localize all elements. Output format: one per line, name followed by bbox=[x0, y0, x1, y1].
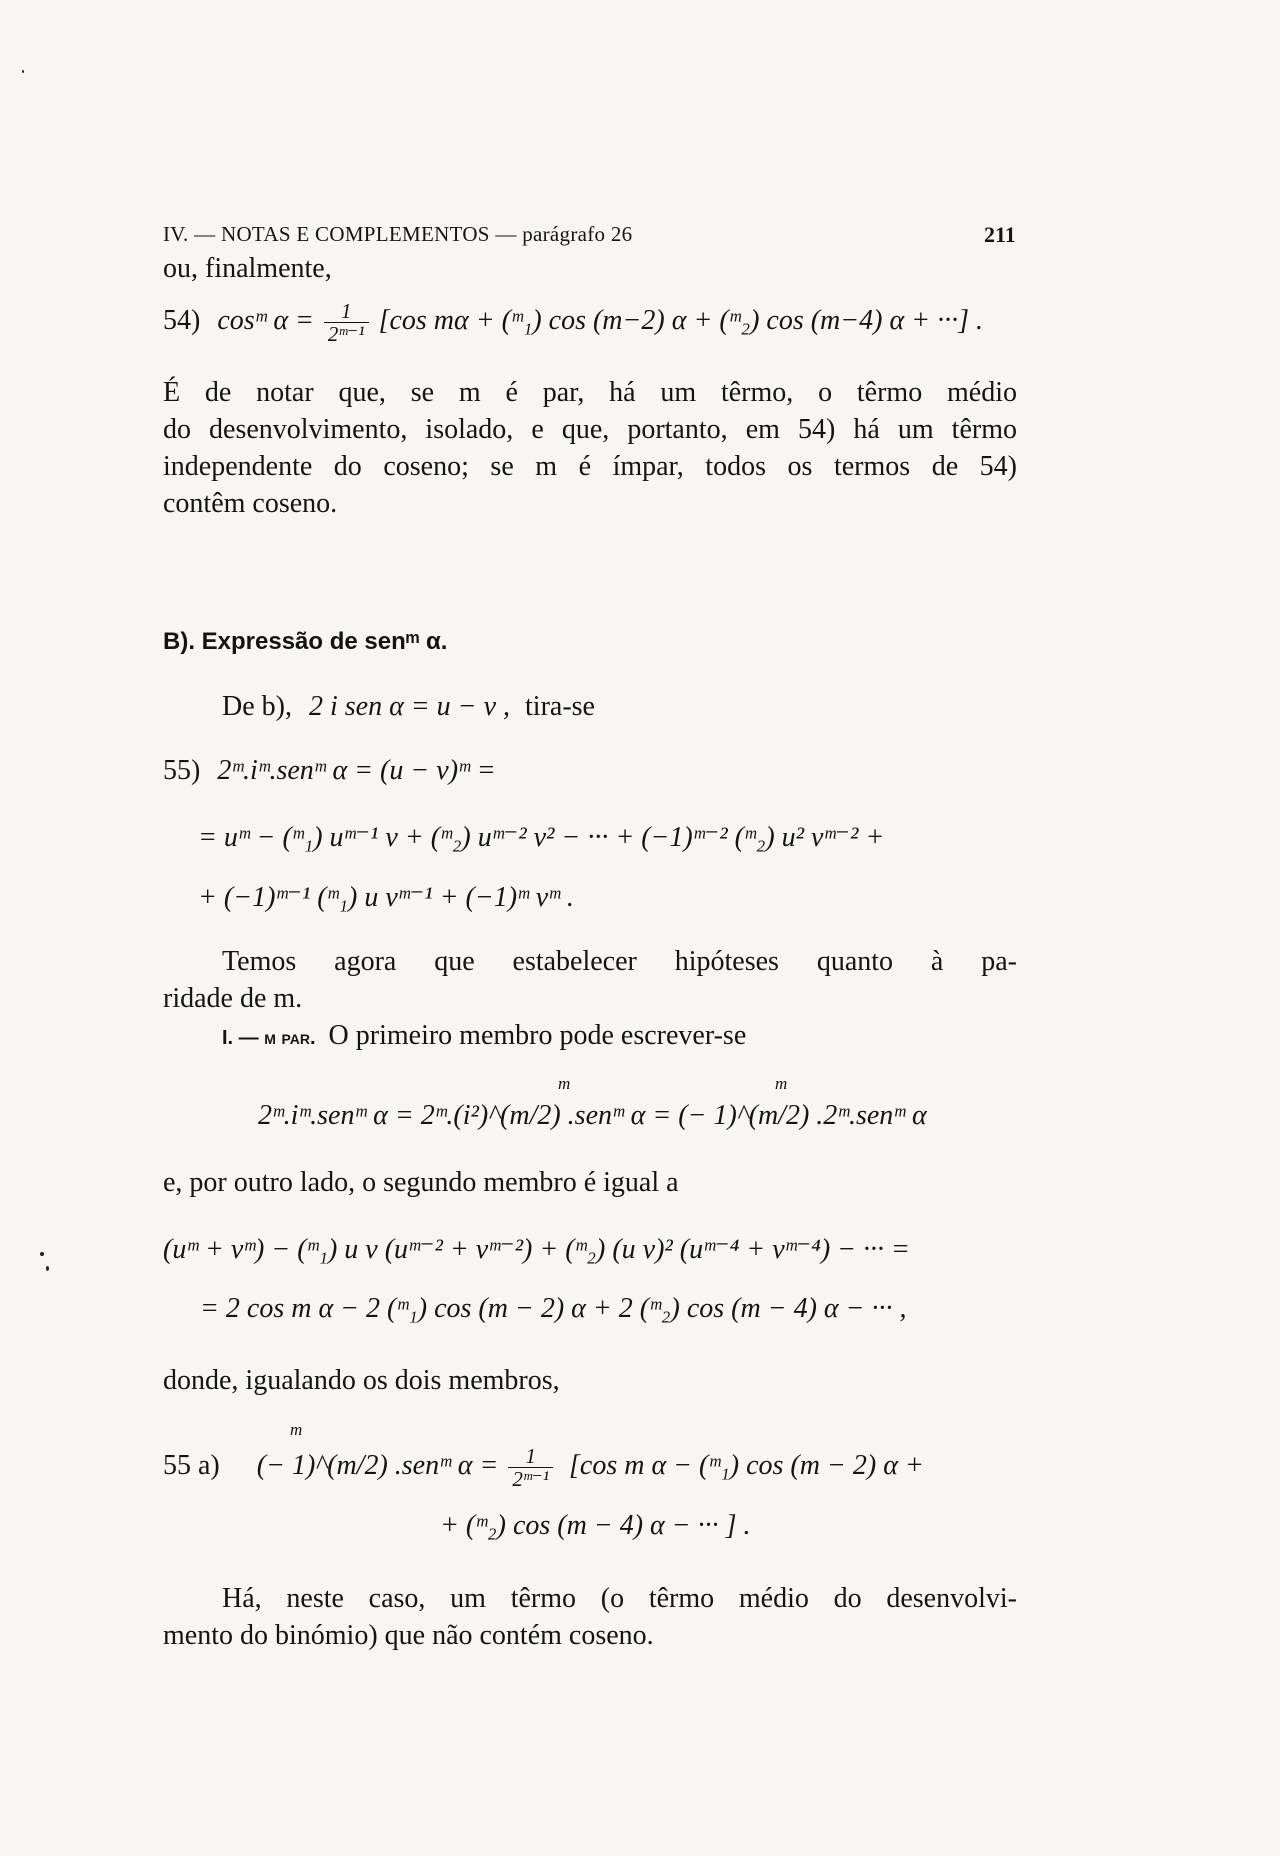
paragraph-line: do desenvolvimento, isolado, e que, portanto, em 54) há um têrmo bbox=[163, 414, 1017, 445]
scan-speck bbox=[46, 1266, 49, 1271]
paragraph-line: Há, neste caso, um têrmo (o têrmo médio do desenvolvi- bbox=[222, 1583, 1017, 1614]
paragraph-line: É de notar que, se m é par, há um têrmo, o têrmo médio bbox=[163, 377, 1017, 408]
derivation-formula: 2 i sen α = u − v , bbox=[308, 691, 511, 722]
equation-rhs-line2: = 2 cos m α − 2 (ᵐ₁) cos (m − 2) α + 2 (ᵐ₂) cos (m − 4) α − ··· , bbox=[200, 1293, 907, 1324]
paragraph-line: contêm coseno. bbox=[163, 488, 338, 519]
derivation-line bbox=[222, 688, 595, 725]
equation-55-line3: + (−1)ᵐ⁻¹ (ᵐ₁) u vᵐ⁻¹ + (−1)ᵐ vᵐ . bbox=[198, 882, 574, 913]
equation-case1: 2ᵐ.iᵐ.senᵐ α = 2ᵐ.(i²)^(m/2) .senᵐ α = (− 1)^(m/2) .2ᵐ.senᵐ α bbox=[258, 1100, 927, 1131]
scan-speck bbox=[40, 1252, 44, 1256]
equation-label: 54) bbox=[163, 304, 201, 336]
equation-lhs: cosᵐ α = bbox=[217, 304, 314, 336]
equation-label: 55 a) bbox=[163, 1449, 220, 1481]
paragraph-line: mento do binómio) que não contém coseno. bbox=[163, 1620, 654, 1651]
equation-rhs-line1: (uᵐ + vᵐ) − (ᵐ₁) u v (uᵐ⁻² + vᵐ⁻²) + (ᵐ₂) (u v)² (uᵐ⁻⁴ + vᵐ⁻⁴) − ··· = bbox=[163, 1234, 910, 1265]
equation-55-line2: = uᵐ − (ᵐ₁) uᵐ⁻¹ v + (ᵐ₂) uᵐ⁻² v² − ··· + (−1)ᵐ⁻² (ᵐ₂) u² vᵐ⁻² + bbox=[198, 822, 885, 853]
fraction-denominator: 2ᵐ⁻¹ bbox=[512, 1467, 550, 1491]
fraction-numerator: 1 bbox=[324, 300, 369, 323]
equation-lhs: (− 1)^(m/2) .senᵐ α = bbox=[256, 1449, 499, 1481]
scan-speck bbox=[22, 70, 24, 73]
equation-rhs: [cos mα + (ᵐ₁) cos (m−2) α + (ᵐ₂) cos (m−4) α + ···] . bbox=[378, 304, 983, 336]
equation-label: 55) bbox=[163, 755, 201, 786]
intro-text: ou, finalmente, bbox=[163, 253, 332, 284]
case-line bbox=[222, 1017, 746, 1057]
paragraph-line: donde, igualando os dois membros, bbox=[163, 1365, 560, 1396]
fraction bbox=[508, 1445, 553, 1490]
paragraph-line: independente do coseno; se m é ímpar, todos os termos de 54) bbox=[163, 451, 1017, 482]
fraction-numerator: 1 bbox=[508, 1445, 553, 1468]
equation-55-line1 bbox=[163, 755, 496, 787]
derivation-prefix: De b), bbox=[222, 691, 292, 722]
case-text: O primeiro membro pode escrever-se bbox=[328, 1020, 747, 1051]
fraction-denominator: 2ᵐ⁻¹ bbox=[327, 322, 365, 346]
derivation-suffix: tira-se bbox=[525, 691, 595, 722]
equation-54 bbox=[163, 300, 983, 345]
equation-expression: 2ᵐ.iᵐ.senᵐ α = (u − v)ᵐ = bbox=[217, 755, 496, 786]
exponent-m-over-2: m bbox=[290, 1420, 303, 1439]
exponent-m-over-2: m bbox=[775, 1074, 788, 1093]
section-heading: B). Expressão de senᵐ α. bbox=[163, 628, 448, 655]
running-header: IV. — NOTAS E COMPLEMENTOS — parágrafo 26 bbox=[163, 222, 633, 246]
case-label: I. — m par. bbox=[222, 1027, 316, 1049]
equation-55a-line1 bbox=[163, 1445, 924, 1490]
equation-rhs: [cos m α − (ᵐ₁) cos (m − 2) α + bbox=[569, 1449, 924, 1481]
exponent-m-over-2: m bbox=[558, 1074, 571, 1093]
equation-55a-line2: + (ᵐ₂) cos (m − 4) α − ··· ] . bbox=[440, 1510, 751, 1541]
fraction bbox=[324, 300, 369, 345]
paragraph-line: ridade de m. bbox=[163, 983, 303, 1014]
paragraph-line: e, por outro lado, o segundo membro é igual a bbox=[163, 1167, 679, 1198]
page-number: 211 bbox=[984, 222, 1016, 247]
paragraph-line: Temos agora que estabelecer hipóteses quanto à pa- bbox=[222, 946, 1017, 977]
